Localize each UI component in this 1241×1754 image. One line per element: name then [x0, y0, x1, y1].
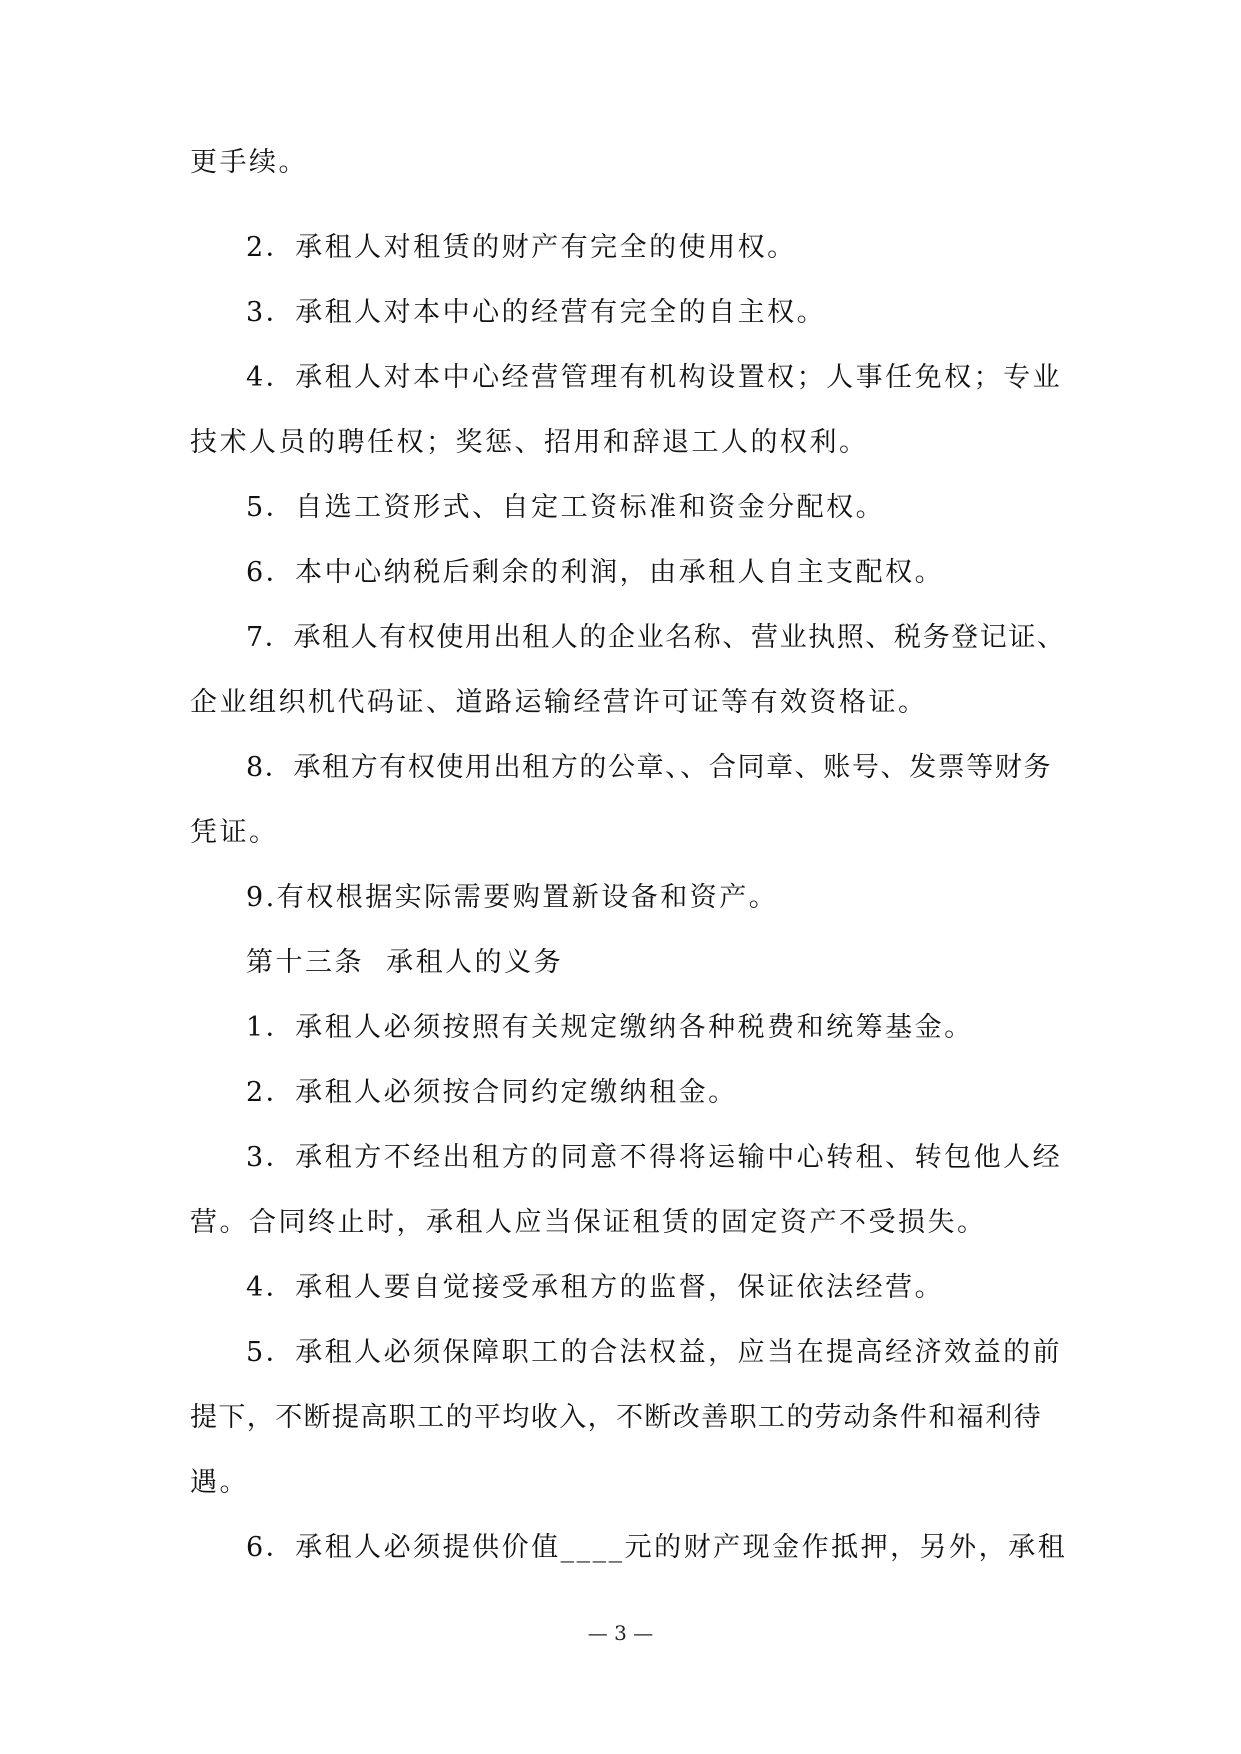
text-line: 4．承租人对本中心经营管理有机构设置权；人事任免权；专业: [246, 362, 1063, 393]
page-number: — 3 —: [587, 1621, 654, 1645]
text-line: 遇。: [190, 1467, 249, 1498]
text-line: 企业组织机代码证、道路运输经营许可证等有效资格证。: [190, 687, 928, 718]
text-line: 8．承租方有权使用出租方的公章、、合同章、账号、发票等财务: [246, 752, 1053, 783]
text-line: 技术人员的聘任权；奖惩、招用和辞退工人的权利。: [190, 427, 869, 458]
text-line: 3．承租人对本中心的经营有完全的自主权。: [246, 297, 827, 328]
text-line: 2．承租人必须按合同约定缴纳租金。: [246, 1077, 738, 1108]
text-line: 7．承租人有权使用出租人的企业名称、营业执照、税务登记证、: [246, 622, 1066, 653]
text-line: 4．承租人要自觉接受承租方的监督，保证依法经营。: [246, 1272, 945, 1303]
text-line: 1．承租人必须按照有关规定缴纳各种税费和统筹基金。: [246, 1012, 974, 1043]
text-line: 营。合同终止时，承租人应当保证租赁的固定资产不受损失。: [190, 1207, 987, 1238]
text-line: 6．承租人必须提供价值____元的财产现金作抵押，另外，承租: [246, 1532, 1068, 1563]
text-line: 更手续。: [190, 147, 308, 178]
text-line: 提下，不断提高职工的平均收入，不断改善职工的劳动条件和福利待: [190, 1402, 1042, 1433]
text-line: 5．自选工资形式、自定工资标准和资金分配权。: [246, 492, 886, 523]
text-line: 6．本中心纳税后剩余的利润，由承租人自主支配权。: [246, 557, 945, 588]
text-line: 2．承租人对租赁的财产有完全的使用权。: [246, 232, 797, 263]
text-line: 凭证。: [190, 817, 279, 848]
section-heading: 第十三条 承租人的义务: [246, 947, 564, 978]
text-line: 9.有权根据实际需要购置新设备和资产。: [246, 882, 779, 913]
text-line: 3．承租方不经出租方的同意不得将运输中心转租、转包他人经: [246, 1142, 1063, 1173]
text-line: 5．承租人必须保障职工的合法权益，应当在提高经济效益的前: [246, 1337, 1063, 1368]
